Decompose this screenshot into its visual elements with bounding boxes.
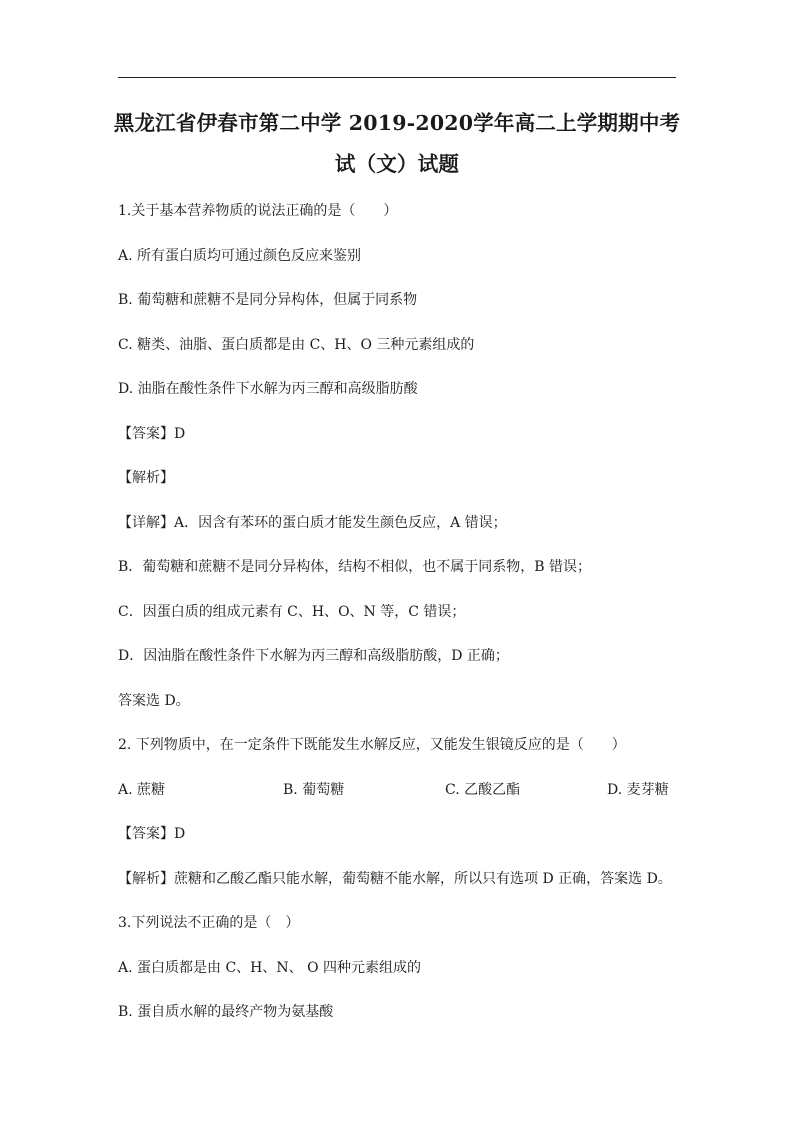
- question-2-option-c: C. 乙酸乙酯: [445, 782, 521, 798]
- question-2-option-d: D. 麦芽糖: [607, 782, 669, 798]
- question-3-option-b: B. 蛋自质水解的最终产物为氨基酸: [118, 1004, 334, 1020]
- question-1-option-b: B. 葡萄糖和蔗糖不是同分异构体，但属于同系物: [118, 292, 418, 308]
- question-2-analysis: 【解析】蔗糖和乙酸乙酯只能水解，葡萄糖不能水解，所以只有选项 D 正确，答案选 D。: [118, 871, 672, 887]
- question-2-stem: 2. 下列物质中，在一定条件下既能发生水解反应，又能发生银镜反应的是（ ）: [118, 737, 626, 753]
- question-1-detail-c: C．因蛋白质的组成元素有 C、H、O、N 等，C 错误；: [118, 604, 466, 620]
- question-1-detail-d: D．因油脂在酸性条件下水解为丙三醇和高级脂肪酸，D 正确；: [118, 648, 509, 664]
- question-1-detail-a: 【详解】A．因含有苯环的蛋白质才能发生颜色反应，A 错误；: [118, 515, 507, 531]
- question-1-analysis-label: 【解析】: [118, 470, 174, 486]
- question-1-conclusion: 答案选 D。: [118, 693, 190, 709]
- question-2-option-a: A. 蔗糖: [118, 782, 166, 798]
- document-title-line-2: 试（文）试题: [334, 152, 460, 176]
- question-1-option-a: A. 所有蛋白质均可通过颜色反应来鉴别: [118, 248, 362, 264]
- question-1-stem: 1.关于基本营养物质的说法正确的是（ ）: [118, 203, 398, 219]
- question-2-answer: 【答案】D: [118, 826, 186, 842]
- question-1-option-c: C. 糖类、油脂、蛋白质都是由 C、H、O 三种元素组成的: [118, 337, 475, 353]
- question-1-answer: 【答案】D: [118, 426, 186, 442]
- question-1-detail-b: B．葡萄糖和蔗糖不是同分异构体，结构不相似，也不属于同系物，B 错误；: [118, 559, 592, 575]
- question-1-option-d: D. 油脂在酸性条件下水解为丙三醇和高级脂肪酸: [118, 381, 418, 397]
- question-2-option-b: B. 葡萄糖: [283, 782, 345, 798]
- question-3-option-a: A. 蛋白质都是由 C、H、N、 O 四种元素组成的: [118, 960, 422, 976]
- question-3-stem: 3.下列说法不正确的是（ ）: [118, 915, 300, 931]
- document-title-line-1: 黑龙江省伊春市第二中学 2019-2020学年高二上学期期中考: [113, 111, 681, 135]
- header-rule: [118, 77, 676, 78]
